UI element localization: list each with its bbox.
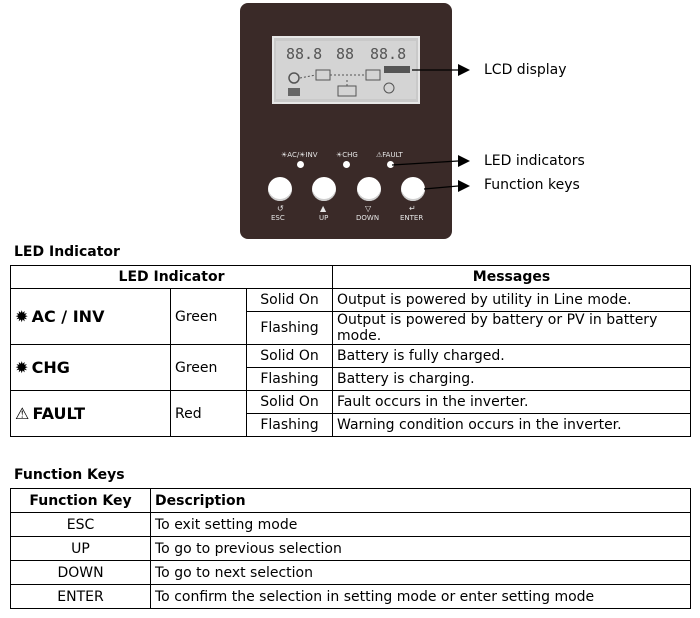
led-label-ac-inv: ☀AC/☀INV bbox=[281, 151, 318, 159]
state-cell: Flashing bbox=[247, 312, 333, 345]
led-indicator-header: LED Indicator bbox=[11, 266, 333, 289]
led-label-chg: ☀CHG bbox=[336, 151, 358, 159]
state-cell: Flashing bbox=[247, 368, 333, 391]
indicator-ac-inv bbox=[11, 289, 171, 345]
table-row bbox=[11, 513, 691, 537]
message-cell: Battery is fully charged. bbox=[333, 345, 691, 368]
state-cell: Flashing bbox=[247, 414, 333, 437]
esc-key-label: ESC bbox=[271, 214, 285, 222]
description-cell: To confirm the selection in setting mode or enter setting mode bbox=[151, 585, 691, 609]
key-cell: UP bbox=[11, 537, 151, 561]
indicator-color: Red bbox=[171, 391, 247, 437]
table-row bbox=[11, 585, 691, 609]
description-header: Description bbox=[151, 489, 691, 513]
svg-text:88: 88 bbox=[336, 45, 355, 63]
message-cell: Output is powered by utility in Line mode. bbox=[333, 289, 691, 312]
indicator-fault bbox=[11, 391, 171, 437]
svg-text:88.8: 88.8 bbox=[286, 45, 323, 63]
table-header-row bbox=[11, 489, 691, 513]
message-cell: Battery is charging. bbox=[333, 368, 691, 391]
up-key-label: UP bbox=[319, 214, 329, 222]
led-section-title: LED Indicator bbox=[14, 244, 120, 260]
key-cell: DOWN bbox=[11, 561, 151, 585]
callout-led-indicators: LED indicators bbox=[484, 153, 585, 169]
led-label-fault: ⚠FAULT bbox=[376, 151, 403, 159]
table-header-row bbox=[11, 266, 691, 289]
table-row bbox=[11, 391, 691, 414]
up-arrow-icon: ▲ bbox=[320, 204, 327, 213]
function-keys-title: Function Keys bbox=[14, 467, 125, 483]
callout-function-keys: Function keys bbox=[484, 177, 580, 193]
state-cell: Solid On bbox=[247, 345, 333, 368]
key-cell: ENTER bbox=[11, 585, 151, 609]
down-key-label: DOWN bbox=[356, 214, 380, 222]
down-arrow-icon: ▽ bbox=[365, 204, 372, 213]
description-cell: To go to previous selection bbox=[151, 537, 691, 561]
key-cell: ESC bbox=[11, 513, 151, 537]
indicator-label: CHG bbox=[31, 358, 70, 377]
indicator-chg bbox=[11, 345, 171, 391]
indicator-color: Green bbox=[171, 289, 247, 345]
message-cell: Warning condition occurs in the inverter. bbox=[333, 414, 691, 437]
indicator-color: Green bbox=[171, 345, 247, 391]
table-row bbox=[11, 561, 691, 585]
function-keys-table bbox=[10, 488, 691, 609]
enter-icon: ↵ bbox=[409, 204, 416, 213]
warning-icon: ⚠ bbox=[15, 404, 30, 423]
description-cell: To exit setting mode bbox=[151, 513, 691, 537]
message-cell: Output is powered by battery or PV in battery mode. bbox=[333, 312, 691, 345]
callout-arrows bbox=[0, 0, 700, 240]
table-row bbox=[11, 289, 691, 312]
indicator-label: AC / INV bbox=[31, 307, 105, 326]
table-row bbox=[11, 537, 691, 561]
messages-header: Messages bbox=[333, 266, 691, 289]
message-cell: Fault occurs in the inverter. bbox=[333, 391, 691, 414]
table-row bbox=[11, 345, 691, 368]
state-cell: Solid On bbox=[247, 289, 333, 312]
esc-icon: ↺ bbox=[277, 204, 284, 213]
enter-key-label: ENTER bbox=[400, 214, 424, 222]
state-cell: Solid On bbox=[247, 391, 333, 414]
indicator-label: FAULT bbox=[32, 404, 85, 423]
sun-icon: ✹ bbox=[15, 307, 29, 326]
callout-lcd-display: LCD display bbox=[484, 62, 567, 78]
function-key-header: Function Key bbox=[11, 489, 151, 513]
svg-text:88.8: 88.8 bbox=[370, 45, 407, 63]
sun-icon: ✹ bbox=[15, 358, 29, 377]
led-indicator-table bbox=[10, 265, 691, 437]
description-cell: To go to next selection bbox=[151, 561, 691, 585]
